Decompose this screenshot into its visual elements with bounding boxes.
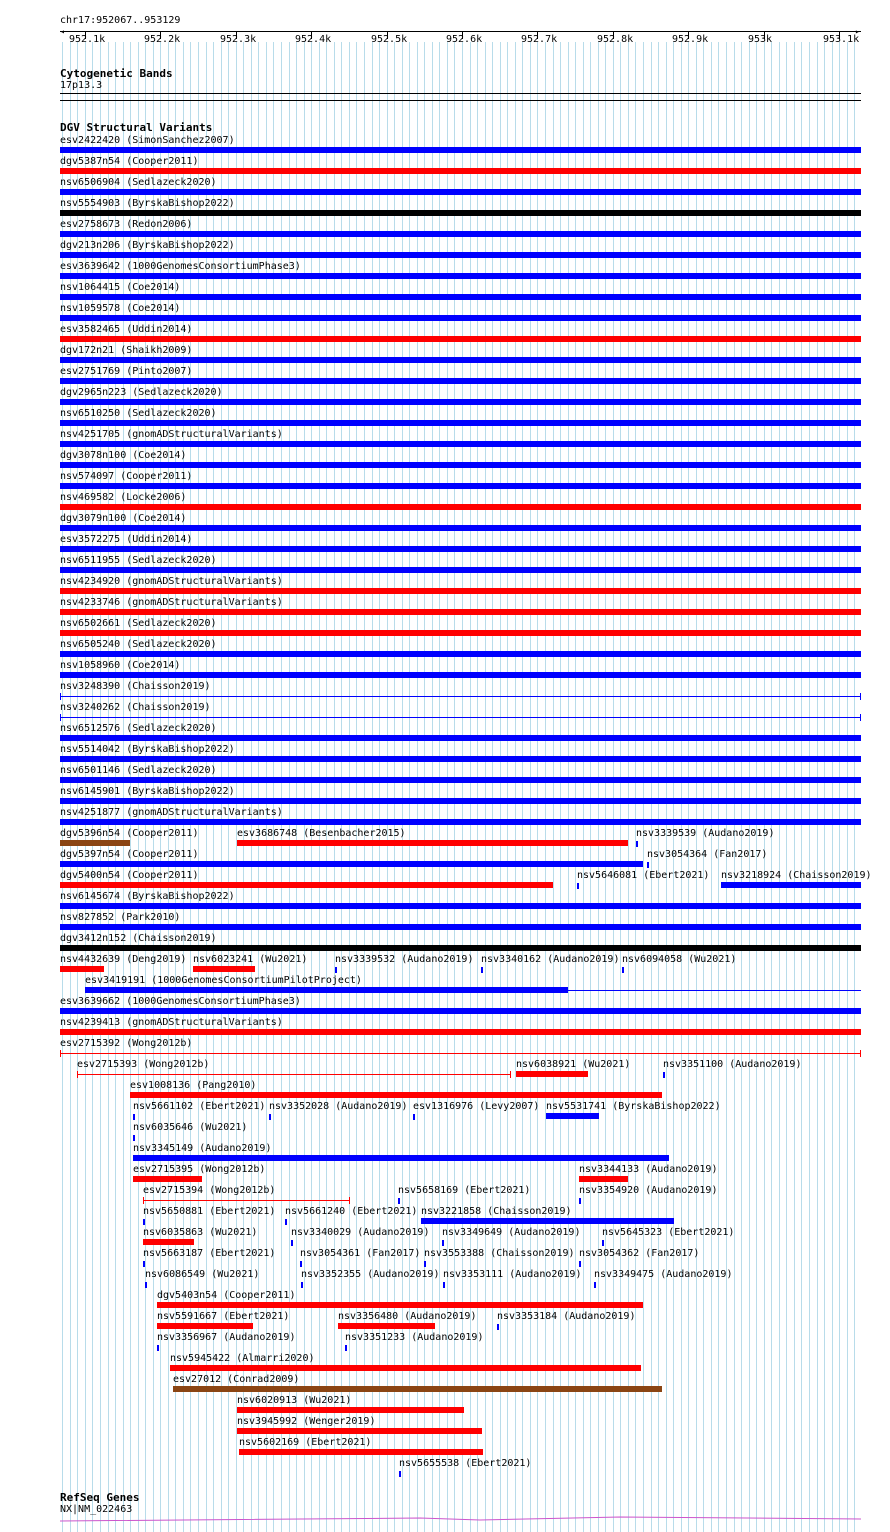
variant-bar[interactable] [60, 441, 861, 447]
grid-line [485, 42, 486, 1532]
grid-line [801, 42, 802, 1532]
grid-line [545, 42, 546, 1532]
grid-line [417, 42, 418, 1532]
variant-label[interactable]: nsv3340029 (Audano2019) [291, 1227, 430, 1238]
variant-label[interactable]: nsv4233746 (gnomADStructuralVariants) [60, 597, 283, 608]
variant-label[interactable]: nsv3339532 (Audano2019) [335, 954, 474, 965]
variant-bar[interactable] [130, 1092, 662, 1098]
variant-label[interactable]: esv1008136 (Pang2010) [130, 1080, 257, 1091]
grid-line [394, 42, 395, 1532]
grid-line [356, 42, 357, 1532]
grid-line [839, 42, 840, 1532]
ruler-tick-label: 952.1k [69, 34, 106, 45]
variant-label[interactable]: nsv6086549 (Wu2021) [145, 1269, 260, 1280]
variant-label[interactable]: nsv3339539 (Audano2019) [636, 828, 775, 839]
ruler-tick-label: 952.9k [672, 34, 709, 45]
variant-label[interactable]: nsv5645323 (Ebert2021) [602, 1227, 735, 1238]
variant-bar[interactable] [193, 966, 255, 972]
variant-label[interactable]: nsv3054362 (Fan2017) [579, 1248, 700, 1259]
variant-label[interactable]: nsv6511955 (Sedlazeck2020) [60, 555, 217, 566]
variant-label[interactable]: esv27012 (Conrad2009) [173, 1374, 300, 1385]
grid-line [319, 42, 320, 1532]
variant-bar[interactable] [516, 1071, 588, 1077]
grid-line [854, 42, 855, 1532]
variant-bar[interactable] [577, 883, 579, 889]
grid-line [613, 42, 614, 1532]
variant-bar[interactable] [602, 1240, 604, 1246]
grid-line [334, 42, 335, 1532]
grid-line [749, 42, 750, 1532]
variant-label[interactable]: esv3572275 (Uddin2014) [60, 534, 193, 545]
grid-line [718, 42, 719, 1532]
grid-line [786, 42, 787, 1532]
grid-line [771, 42, 772, 1532]
variant-label[interactable]: dgv213n206 (ByrskaBishop2022) [60, 240, 235, 251]
variant-label[interactable]: nsv6145674 (ByrskaBishop2022) [60, 891, 235, 902]
cytoband-label[interactable]: 17p13.3 [60, 80, 103, 91]
grid-line [726, 42, 727, 1532]
variant-label[interactable]: nsv4432639 (Deng2019) [60, 954, 187, 965]
grid-line [809, 42, 810, 1532]
variant-label[interactable]: esv2715395 (Wong2012b) [133, 1164, 266, 1175]
grid-line [492, 42, 493, 1532]
variant-label[interactable]: nsv3945992 (Wenger2019) [237, 1416, 376, 1427]
variant-bar[interactable] [269, 1114, 271, 1120]
variant-label[interactable]: dgv3079n100 (Coe2014) [60, 513, 187, 524]
variant-label[interactable]: dgv3412n152 (Chaisson2019) [60, 933, 217, 944]
cytoband-line [60, 100, 861, 101]
variant-label[interactable]: nsv6505240 (Sedlazeck2020) [60, 639, 217, 650]
grid-line [402, 42, 403, 1532]
ruler-tick-label: 952.7k [521, 34, 558, 45]
grid-line [568, 42, 569, 1532]
variant-bar[interactable] [60, 924, 861, 930]
ruler-tick-label: 953k [748, 34, 773, 45]
variant-bar[interactable] [133, 1114, 135, 1120]
grid-line [424, 42, 425, 1532]
variant-label[interactable]: nsv3345149 (Audano2019) [133, 1143, 272, 1154]
grid-line [764, 42, 765, 1532]
variant-bar[interactable] [285, 1219, 287, 1225]
variant-bar[interactable] [60, 462, 861, 468]
variant-bar[interactable] [300, 1261, 302, 1267]
variant-bar[interactable] [143, 1261, 145, 1267]
dgv-track-title: DGV Structural Variants [60, 121, 213, 134]
variant-bar[interactable] [301, 1282, 303, 1288]
variant-bar[interactable] [579, 1176, 628, 1182]
variant-bar[interactable] [157, 1302, 643, 1308]
variant-label[interactable]: nsv827852 (Park2010) [60, 912, 181, 923]
variant-label[interactable]: nsv3054361 (Fan2017) [300, 1248, 421, 1259]
variant-label[interactable]: nsv3352355 (Audano2019) [301, 1269, 440, 1280]
variant-bar[interactable] [60, 525, 861, 531]
variant-bar[interactable] [60, 1008, 861, 1014]
grid-line [454, 42, 455, 1532]
variant-bar[interactable] [60, 189, 861, 195]
grid-line [643, 42, 644, 1532]
variant-bar[interactable] [60, 819, 861, 825]
grid-line [794, 42, 795, 1532]
variant-label[interactable]: esv3686748 (Besenbacher2015) [237, 828, 406, 839]
grid-line [741, 42, 742, 1532]
grid-line [439, 42, 440, 1532]
grid-line [522, 42, 523, 1532]
variant-bar[interactable] [60, 966, 104, 972]
variant-label[interactable]: nsv6506904 (Sedlazeck2020) [60, 177, 217, 188]
variant-bar[interactable] [579, 1198, 581, 1204]
grid-line [537, 42, 538, 1532]
variant-label[interactable]: nsv5663187 (Ebert2021) [143, 1248, 276, 1259]
variant-bar[interactable] [622, 967, 624, 973]
grid-line [477, 42, 478, 1532]
variant-label[interactable]: dgv2965n223 (Sedlazeck2020) [60, 387, 223, 398]
grid-line [590, 42, 591, 1532]
variant-bar[interactable] [60, 147, 861, 153]
variant-bar[interactable] [413, 1114, 415, 1120]
variant-bar[interactable] [443, 1282, 445, 1288]
variant-label[interactable]: dgv5397n54 (Cooper2011) [60, 849, 199, 860]
variant-bar[interactable] [594, 1282, 596, 1288]
grid-line [447, 42, 448, 1532]
grid-line [598, 42, 599, 1532]
variant-label[interactable]: esv2422420 (SimonSanchez2007) [60, 135, 235, 146]
variant-bar[interactable] [170, 1365, 641, 1371]
refseq-track-title: RefSeq Genes [60, 1491, 140, 1504]
grid-line [703, 42, 704, 1532]
variant-bar[interactable] [237, 840, 628, 846]
variant-label[interactable]: nsv3340162 (Audano2019) [481, 954, 620, 965]
variant-label[interactable]: nsv5658169 (Ebert2021) [398, 1185, 531, 1196]
grid-line [515, 42, 516, 1532]
variant-bar[interactable] [60, 861, 643, 867]
grid-line [500, 42, 501, 1532]
refseq-gene-model[interactable] [60, 1514, 861, 1526]
variant-label[interactable]: nsv6512576 (Sedlazeck2020) [60, 723, 217, 734]
variant-bar[interactable] [60, 273, 861, 279]
variant-label[interactable]: nsv6094058 (Wu2021) [622, 954, 737, 965]
variant-label[interactable]: esv1316976 (Levy2007) [413, 1101, 540, 1112]
variant-bar[interactable] [60, 210, 861, 216]
grid-line [462, 42, 463, 1532]
variant-bar[interactable] [60, 567, 861, 573]
variant-label[interactable]: nsv6501146 (Sedlazeck2020) [60, 765, 217, 776]
variant-bar[interactable] [442, 1240, 444, 1246]
variant-bar[interactable] [60, 672, 861, 678]
position-label: chr17:952067..953129 [60, 15, 181, 26]
variant-label[interactable]: nsv574097 (Cooper2011) [60, 471, 193, 482]
variant-bar[interactable] [338, 1323, 435, 1329]
grid-line [341, 42, 342, 1532]
variant-label[interactable]: nsv5650881 (Ebert2021) [143, 1206, 276, 1217]
variant-label[interactable]: nsv5661240 (Ebert2021) [285, 1206, 418, 1217]
variant-label[interactable]: nsv5591667 (Ebert2021) [157, 1311, 290, 1322]
grid-line [635, 42, 636, 1532]
variant-bar[interactable] [481, 967, 483, 973]
variant-label[interactable]: nsv5661102 (Ebert2021) [133, 1101, 266, 1112]
variant-label[interactable]: nsv4251877 (gnomADStructuralVariants) [60, 807, 283, 818]
grid-line [779, 42, 780, 1532]
variant-label[interactable]: dgv5403n54 (Cooper2011) [157, 1290, 296, 1301]
variant-label[interactable]: nsv5554903 (ByrskaBishop2022) [60, 198, 235, 209]
variant-bar[interactable] [60, 336, 861, 342]
variant-bar[interactable] [143, 1219, 145, 1225]
variant-bar[interactable] [143, 1239, 194, 1245]
grid-line [696, 42, 697, 1532]
variant-bar[interactable] [60, 231, 861, 237]
variant-bar[interactable] [60, 294, 861, 300]
grid-line [832, 42, 833, 1532]
variant-bar[interactable] [647, 862, 649, 868]
grid-line [734, 42, 735, 1532]
variant-label[interactable]: nsv3351233 (Audano2019) [345, 1332, 484, 1343]
grid-line [583, 42, 584, 1532]
grid-line [756, 42, 757, 1532]
variant-label[interactable]: nsv6145901 (ByrskaBishop2022) [60, 786, 235, 797]
variant-whisker [568, 990, 861, 991]
variant-label[interactable]: nsv469582 (Locke2006) [60, 492, 187, 503]
variant-label[interactable]: nsv5646081 (Ebert2021) [577, 870, 710, 881]
variant-bar[interactable] [60, 315, 861, 321]
variant-bar[interactable] [60, 840, 130, 846]
variant-label[interactable]: nsv3349475 (Audano2019) [594, 1269, 733, 1280]
cytoband-line [60, 93, 861, 94]
variant-bar[interactable] [77, 1074, 511, 1075]
variant-label[interactable]: esv3639662 (1000GenomesConsortiumPhase3) [60, 996, 301, 1007]
ruler-tick-label: 952.8k [597, 34, 634, 45]
ruler-axis [60, 31, 861, 32]
variant-bar[interactable] [237, 1407, 464, 1413]
variant-label[interactable]: nsv3553388 (Chaisson2019) [424, 1248, 575, 1259]
variant-bar[interactable] [579, 1261, 581, 1267]
variant-bar[interactable] [421, 1218, 674, 1224]
grid-line [688, 42, 689, 1532]
variant-bar[interactable] [133, 1155, 669, 1161]
variant-bar[interactable] [60, 546, 861, 552]
variant-label[interactable]: nsv6035646 (Wu2021) [133, 1122, 248, 1133]
grid-line [847, 42, 848, 1532]
variant-bar[interactable] [398, 1198, 400, 1204]
grid-line [553, 42, 554, 1532]
variant-bar[interactable] [335, 967, 337, 973]
refseq-gene-line [60, 1517, 861, 1521]
grid-line [304, 42, 305, 1532]
grid-line [326, 42, 327, 1532]
variant-bar[interactable] [60, 399, 861, 405]
variant-label[interactable]: nsv4239413 (gnomADStructuralVariants) [60, 1017, 283, 1028]
grid-line [432, 42, 433, 1532]
variant-bar[interactable] [636, 841, 638, 847]
variant-label[interactable]: nsv3354920 (Audano2019) [579, 1185, 718, 1196]
grid-line [507, 42, 508, 1532]
variant-bar[interactable] [157, 1323, 253, 1329]
variant-bar[interactable] [145, 1282, 147, 1288]
variant-label[interactable]: nsv6035863 (Wu2021) [143, 1227, 258, 1238]
grid-line [409, 42, 410, 1532]
variant-label[interactable]: esv3582465 (Uddin2014) [60, 324, 193, 335]
variant-bar[interactable] [60, 651, 861, 657]
variant-label[interactable]: nsv6020913 (Wu2021) [237, 1395, 352, 1406]
variant-label[interactable]: nsv6023241 (Wu2021) [193, 954, 308, 965]
variant-label[interactable]: nsv3356967 (Audano2019) [157, 1332, 296, 1343]
variant-label[interactable]: nsv3218924 (Chaisson2019) [721, 870, 872, 881]
grid-line [560, 42, 561, 1532]
variant-label[interactable]: esv2715394 (Wong2012b) [143, 1185, 276, 1196]
ruler-left-arrow-icon: ◂ [60, 27, 65, 36]
grid-line [681, 42, 682, 1532]
variant-bar[interactable] [60, 735, 861, 741]
variant-label[interactable]: nsv3344133 (Audano2019) [579, 1164, 718, 1175]
variant-bar[interactable] [60, 945, 861, 951]
ruler-tick-label: 952.6k [446, 34, 483, 45]
variant-label[interactable]: nsv5602169 (Ebert2021) [239, 1437, 372, 1448]
variant-bar[interactable] [60, 1029, 861, 1035]
variant-bar[interactable] [60, 609, 861, 615]
variant-bar[interactable] [60, 777, 861, 783]
variant-label[interactable]: nsv3349649 (Audano2019) [442, 1227, 581, 1238]
variant-bar[interactable] [133, 1135, 135, 1141]
grid-line [824, 42, 825, 1532]
variant-bar[interactable] [173, 1386, 662, 1392]
variant-bar[interactable] [60, 696, 861, 697]
grid-line [575, 42, 576, 1532]
grid-line [364, 42, 365, 1532]
ruler-right-arrow-icon: ▸ [855, 27, 860, 36]
ruler-tick-label: 953.1k [823, 34, 860, 45]
grid-line [658, 42, 659, 1532]
variant-label[interactable]: nsv3353111 (Audano2019) [443, 1269, 582, 1280]
grid-line [651, 42, 652, 1532]
variant-label[interactable]: nsv3240262 (Chaisson2019) [60, 702, 211, 713]
variant-label[interactable]: nsv4234920 (gnomADStructuralVariants) [60, 576, 283, 587]
variant-label[interactable]: nsv3353184 (Audano2019) [497, 1311, 636, 1322]
ruler-tick-label: 952.5k [371, 34, 408, 45]
variant-label[interactable]: nsv5655538 (Ebert2021) [399, 1458, 532, 1469]
grid-line [628, 42, 629, 1532]
variant-label[interactable]: dgv5396n54 (Cooper2011) [60, 828, 199, 839]
variant-label[interactable]: dgv5387n54 (Cooper2011) [60, 156, 199, 167]
variant-bar[interactable] [546, 1113, 599, 1119]
variant-label[interactable]: dgv5400n54 (Cooper2011) [60, 870, 199, 881]
variant-label[interactable]: nsv3352028 (Audano2019) [269, 1101, 408, 1112]
variant-label[interactable]: nsv3221858 (Chaisson2019) [421, 1206, 572, 1217]
ruler-tick-label: 952.4k [295, 34, 332, 45]
variant-bar[interactable] [60, 483, 861, 489]
variant-label[interactable]: esv3419191 (1000GenomesConsortiumPilotProject) [85, 975, 362, 986]
variant-label[interactable]: nsv6502661 (Sedlazeck2020) [60, 618, 217, 629]
grid-line [349, 42, 350, 1532]
variant-bar[interactable] [60, 1053, 861, 1054]
variant-label[interactable]: dgv3078n100 (Coe2014) [60, 450, 187, 461]
variant-bar[interactable] [424, 1261, 426, 1267]
variant-label[interactable]: esv2715392 (Wong2012b) [60, 1038, 193, 1049]
variant-label[interactable]: nsv3054364 (Fan2017) [647, 849, 768, 860]
variant-bar[interactable] [60, 630, 861, 636]
variant-bar[interactable] [60, 378, 861, 384]
variant-label[interactable]: esv2715393 (Wong2012b) [77, 1059, 210, 1070]
variant-bar[interactable] [497, 1324, 499, 1330]
cytobands-track-title: Cytogenetic Bands [60, 67, 173, 80]
variant-label[interactable]: nsv5945422 (Almarri2020) [170, 1353, 315, 1364]
ruler-tick-label: 952.2k [144, 34, 181, 45]
variant-label[interactable]: nsv6038921 (Wu2021) [516, 1059, 631, 1070]
variant-label[interactable]: nsv5514042 (ByrskaBishop2022) [60, 744, 235, 755]
variant-label[interactable]: nsv4251705 (gnomADStructuralVariants) [60, 429, 283, 440]
variant-bar[interactable] [60, 504, 861, 510]
variant-bar[interactable] [60, 420, 861, 426]
grid-line [711, 42, 712, 1532]
variant-label[interactable]: nsv5531741 (ByrskaBishop2022) [546, 1101, 721, 1112]
variant-bar[interactable] [60, 756, 861, 762]
variant-bar[interactable] [345, 1345, 347, 1351]
grid-line [372, 42, 373, 1532]
variant-label[interactable]: nsv3356480 (Audano2019) [338, 1311, 477, 1322]
variant-label[interactable]: nsv1058960 (Coe2014) [60, 660, 181, 671]
grid-line [387, 42, 388, 1532]
variant-label[interactable]: nsv1064415 (Coe2014) [60, 282, 181, 293]
variant-label[interactable]: nsv6510250 (Sedlazeck2020) [60, 408, 217, 419]
variant-bar[interactable] [157, 1345, 159, 1351]
variant-bar[interactable] [60, 168, 861, 174]
grid-line [605, 42, 606, 1532]
variant-label[interactable]: nsv3248390 (Chaisson2019) [60, 681, 211, 692]
variant-bar[interactable] [663, 1072, 665, 1078]
grid-line [673, 42, 674, 1532]
variant-bar[interactable] [239, 1449, 483, 1455]
grid-line [666, 42, 667, 1532]
variant-bar[interactable] [85, 987, 568, 993]
variant-label[interactable]: dgv172n21 (Shaikh2009) [60, 345, 193, 356]
variant-label[interactable]: nsv1059578 (Coe2014) [60, 303, 181, 314]
grid-line [817, 42, 818, 1532]
refseq-gene-label[interactable]: NX|NM_022463 [60, 1504, 133, 1515]
variant-label[interactable]: esv2758673 (Redon2006) [60, 219, 193, 230]
variant-label[interactable]: nsv3351100 (Audano2019) [663, 1059, 802, 1070]
grid-line [379, 42, 380, 1532]
grid-line [620, 42, 621, 1532]
variant-bar[interactable] [399, 1471, 401, 1477]
variant-bar[interactable] [237, 1428, 482, 1434]
ruler-tick-label: 952.3k [220, 34, 257, 45]
variant-bar[interactable] [291, 1240, 293, 1246]
variant-bar[interactable] [60, 588, 861, 594]
variant-bar[interactable] [60, 903, 861, 909]
variant-bar[interactable] [60, 717, 861, 718]
variant-bar[interactable] [60, 798, 861, 804]
variant-bar[interactable] [721, 882, 861, 888]
variant-label[interactable]: esv2751769 (Pinto2007) [60, 366, 193, 377]
variant-bar[interactable] [143, 1200, 350, 1201]
grid-line [311, 42, 312, 1532]
variant-bar[interactable] [60, 252, 861, 258]
variant-label[interactable]: esv3639642 (1000GenomesConsortiumPhase3) [60, 261, 301, 272]
grid-line [470, 42, 471, 1532]
variant-bar[interactable] [60, 882, 553, 888]
variant-bar[interactable] [60, 357, 861, 363]
variant-bar[interactable] [133, 1176, 202, 1182]
grid-line [530, 42, 531, 1532]
